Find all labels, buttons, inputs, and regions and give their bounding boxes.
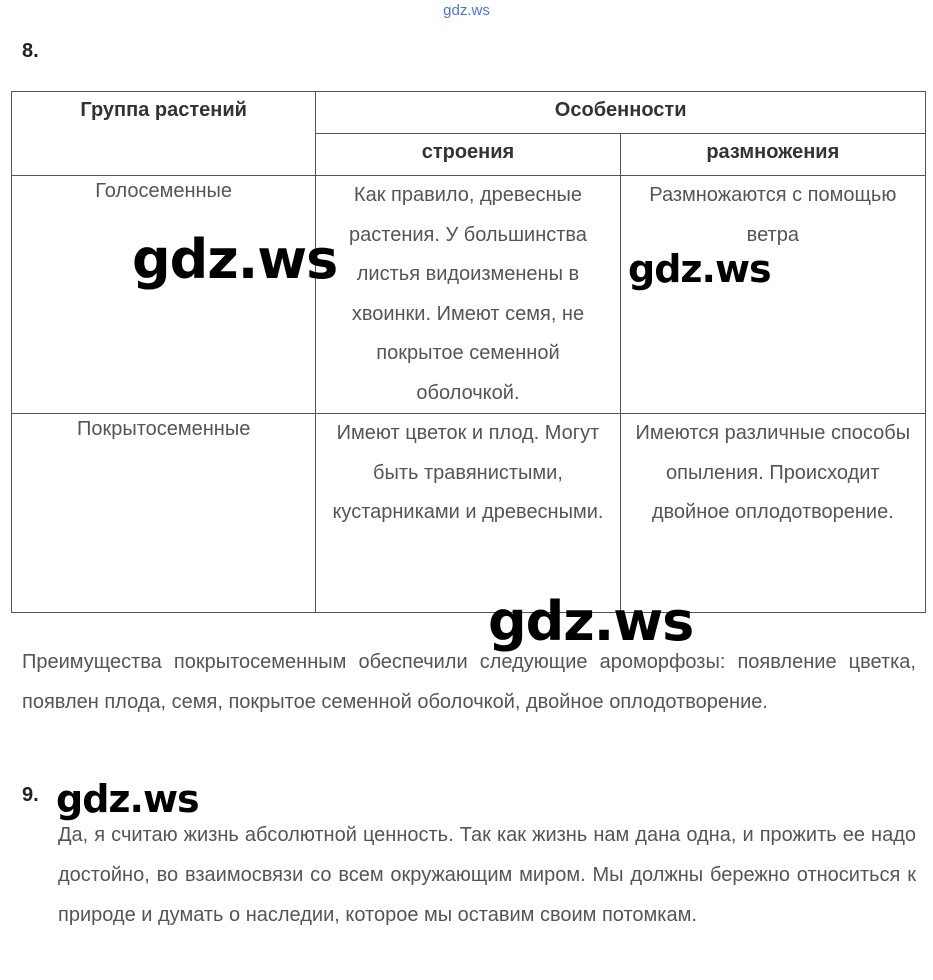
header-plant-group: Группа растений [12,92,316,176]
cell-group-gymnosperms: Голосеменные [12,176,316,414]
cell-group-angiosperms: Покрытосеменные [12,414,316,613]
cell-structure-angiosperms: Имеют цветок и плод. Могут быть травянистыми, кустарниками и древесными. [316,414,620,613]
header-structure: строения [316,134,620,176]
cell-reproduction-gymnosperms: Размножаются с помощью ветра [620,176,925,414]
watermark: gdz.ws [56,777,199,821]
header-features: Особенности [316,92,926,134]
watermark: gdz.ws [628,247,771,291]
header-reproduction: размножения [620,134,925,176]
task-8-paragraph: Преимущества покрытосеменным обеспечили следующие ароморфозы: появление цветка, появлен плода, семя, покрытое семенной оболочкой, двойное оплодотворение. [22,651,916,713]
top-watermark: gdz.ws [443,2,490,19]
table-row [12,414,926,613]
task-9-paragraph: Да, я считаю жизнь абсолютной ценность. Так как жизнь нам дана одна, и прожить ее надо достойно, во взаимосвязи со всем окружающим миром. Мы должны бережно относиться к природе и думать о наследии, которое мы оставим своим потомкам. [58,824,916,926]
watermark: gdz.ws [132,228,338,291]
cell-structure-gymnosperms: Как правило, древесные растения. У большинства листья видоизменены в хвоинки. Имеют семя, не покрытое семенной оболочкой. [316,176,620,414]
cell-reproduction-angiosperms: Имеются различные способы опыления. Происходит двойное оплодотворение. [620,414,925,613]
watermark: gdz.ws [488,590,694,653]
table-row [12,176,926,414]
task-8-number: 8. [22,40,39,62]
table-header-row [12,92,926,134]
task-9-number: 9. [22,784,39,806]
plant-groups-table [11,91,926,613]
